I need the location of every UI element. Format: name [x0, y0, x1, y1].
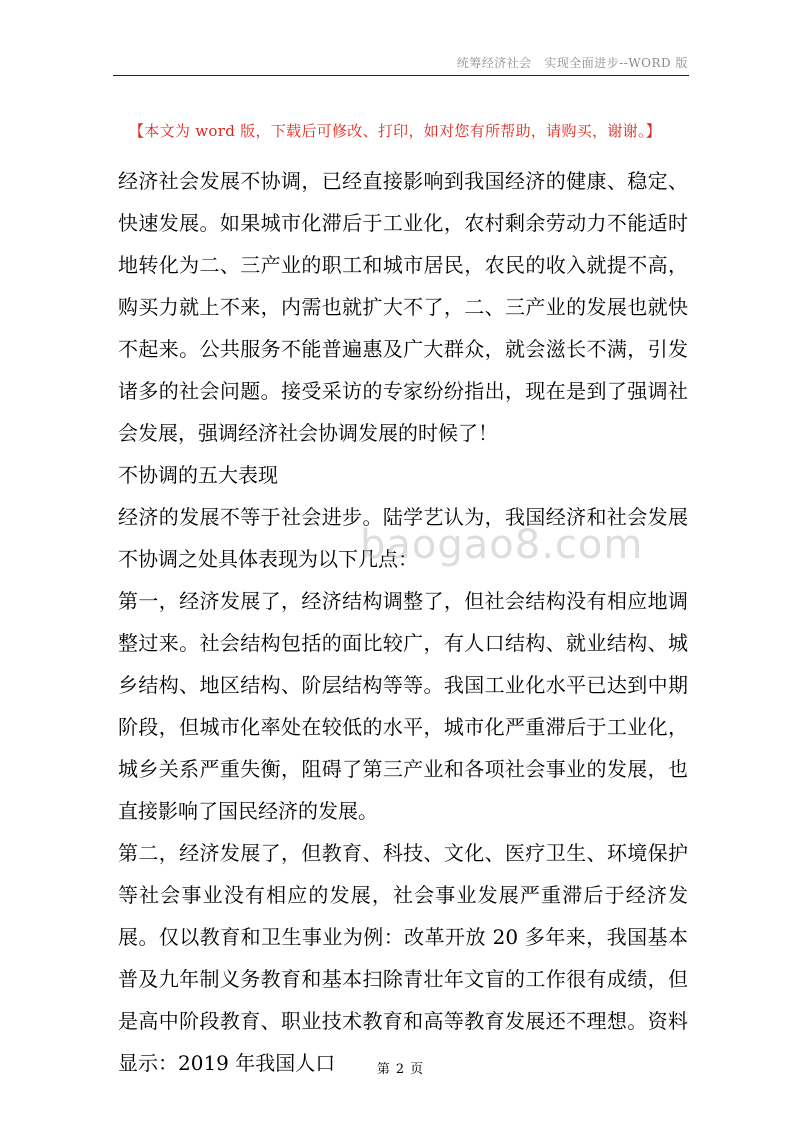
paragraph-first-point: 第一，经济发展了，经济结构调整了，但社会结构没有相应地调整过来。社会结构包括的面比较广，有人口结构、就业结构、城乡结构、地区结构、阶层结构等等。我国工业化水平已达到中期阶段，但城市化率处在较低的水平，城市化严重滞后于工业化，城乡关系严重失衡，阻碍了第三产业和各项社会事业的发展，也直接影响了国民经济的发展。 [118, 589, 688, 823]
document-body [118, 160, 688, 1084]
page-footer [0, 1058, 800, 1077]
paragraph-intro: 经济社会发展不协调，已经直接影响到我国经济的健康、稳定、快速发展。如果城市化滞后于工业化，农村剩余劳动力不能适时地转化为二、三产业的职工和城市居民，农民的收入就提不高，购买力就上不来，内需也就扩大不了，二、三产业的发展也就快不起来。公共服务不能普遍惠及广大群众，就会滋长不满，引发诸多的社会问题。接受采访的专家纷纷指出，现在是到了强调社会发展，强调经济社会协调发展的时候了！ [118, 169, 688, 445]
header-divider [113, 75, 689, 76]
footer-suffix: 页 [410, 1062, 424, 1077]
page-header: 统筹经济社会 实现全面进步--WORD 版 [456, 56, 688, 70]
paragraph-second-point: 第二，经济发展了，但教育、科技、文化、医疗卫生、环境保护等社会事业没有相应的发展，社会事业发展严重滞后于经济发展。仅以教育和卫生事业为例：改革开放 20 多年来，我国基本普及九年制义务教育和基本扫除青壮年文盲的工作很有成绩，但是高中阶段教育、职业技术教育和高等教育发展还不理想。资料显示：2019 年我国人口 [118, 841, 688, 1075]
page-number: 2 [395, 1062, 405, 1077]
footer-prefix: 第 [376, 1062, 390, 1077]
paragraph-overview: 经济的发展不等于社会进步。陆学艺认为，我国经济和社会发展不协调之处具体表现为以下几点： [118, 505, 688, 571]
section-heading: 不协调的五大表现 [118, 463, 278, 487]
watermark: baogao8.com [360, 522, 644, 568]
purchase-notice: 【本文为 word 版，下载后可修改、打印，如对您有所帮助，请购买，谢谢。】 [129, 122, 662, 140]
